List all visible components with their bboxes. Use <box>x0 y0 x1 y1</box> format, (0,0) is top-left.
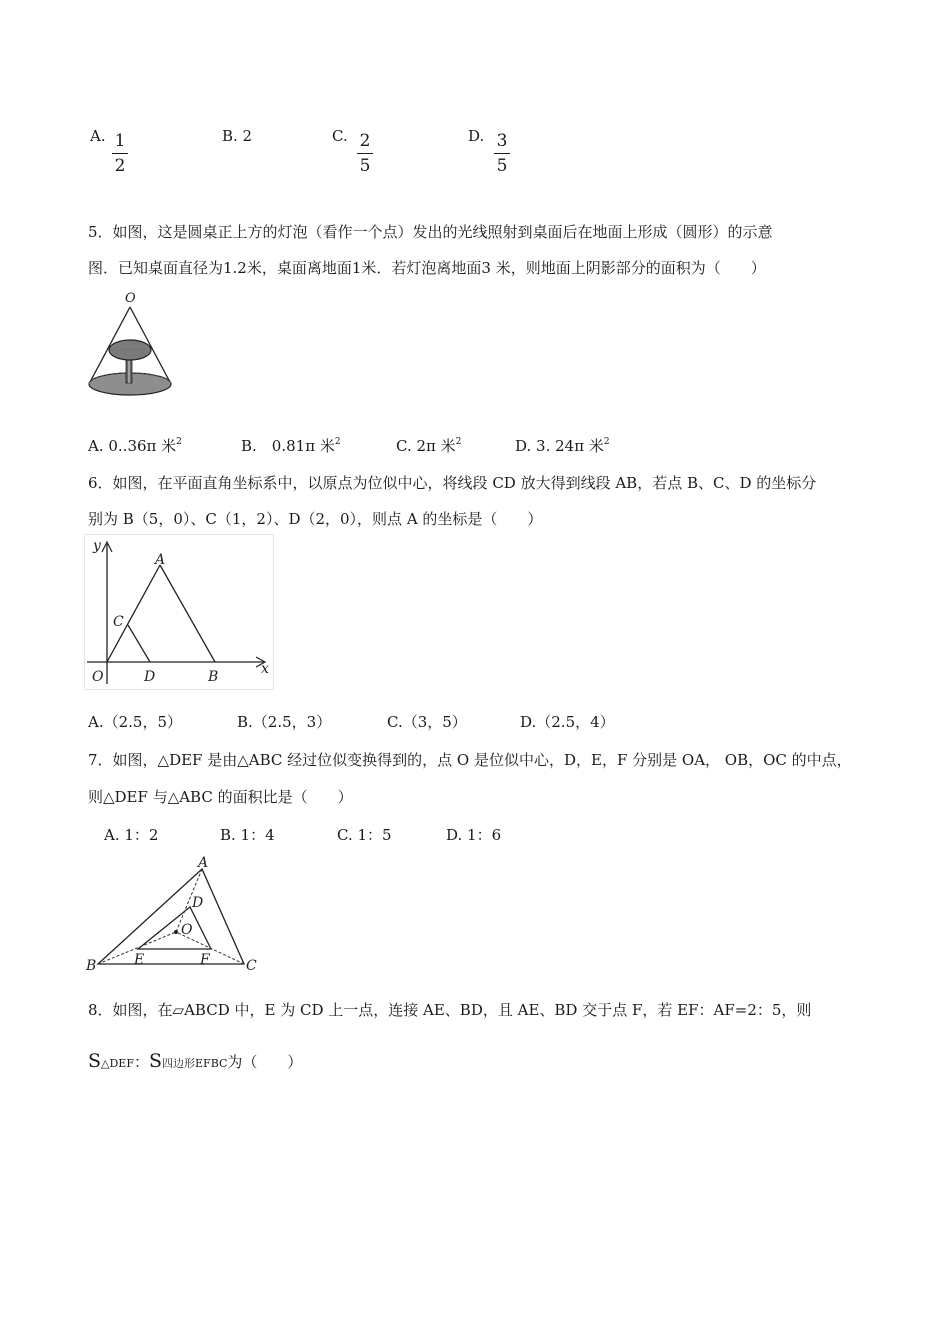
q5-option-c: C. 2π 米$^2$ <box>396 437 462 455</box>
q5-text-line2: 图．已知桌面直径为1.2米，桌面离地面1米．若灯泡离地面3 米，则地面上阴影部分的面积为（ ） <box>88 259 766 277</box>
q6-label-a: A <box>155 552 166 568</box>
q5-option-a: A. 0..36π 米$^2$ <box>88 437 182 455</box>
q7-text-line1: 7．如图，△DEF 是由△ABC 经过位似变换得到的，点 O 是位似中心，D，E，F 分别是 OA， OB，OC 的中点， <box>88 751 852 769</box>
q7-similar-triangles-figure <box>84 852 264 976</box>
q6-coordinate-figure <box>84 534 274 690</box>
q7-option-c: C. 1：5 <box>337 826 392 844</box>
q4-option-c-fraction: 2 5 <box>357 131 373 176</box>
q7-option-a: A. 1：2 <box>104 826 159 844</box>
q5-option-b: B. 0.81π 米$^2$ <box>241 437 341 455</box>
q6-option-d: D.（2.5，4） <box>520 713 615 731</box>
q5-table-lamp-figure <box>84 288 174 403</box>
q6-text-line1: 6．如图，在平面直角坐标系中，以原点为位似中心，将线段 CD 放大得到线段 AB，若点 B、C、D 的坐标分 <box>88 474 817 492</box>
q7-label-e: E <box>134 952 145 968</box>
q4-option-a-label: A. <box>90 127 106 145</box>
q7-label-f: F <box>200 952 210 968</box>
q6-label-x: x <box>261 661 269 677</box>
q8-text-line1: 8．如图，在▱ABCD 中，E 为 CD 上一点，连接 AE、BD，且 AE、BD 交于点 F，若 EF：AF=2：5，则 <box>88 1001 812 1019</box>
q8-area-ratio-expression: S△DEF：S四边形EFBC为（ ） <box>88 1050 303 1072</box>
q6-label-d: D <box>144 669 156 685</box>
q5-text-line1: 5．如图，这是圆桌正上方的灯泡（看作一个点）发出的光线照射到桌面后在地面上形成（圆形）的示意 <box>88 223 773 241</box>
q7-option-b: B. 1：4 <box>220 826 275 844</box>
q6-label-b: B <box>208 669 219 685</box>
q4-option-b: B. 2 <box>222 127 253 145</box>
q7-option-d: D. 1：6 <box>446 826 502 844</box>
q6-option-c: C.（3，5） <box>387 713 467 731</box>
q6-option-a: A.（2.5，5） <box>88 713 182 731</box>
q4-option-a-fraction: 1 2 <box>112 131 128 176</box>
q6-label-y: y <box>93 538 101 554</box>
q6-label-o: O <box>92 669 104 685</box>
q5-label-o: O <box>125 291 136 306</box>
q7-text-line2: 则△DEF 与△ABC 的面积比是（ ） <box>88 788 353 806</box>
q7-label-d: D <box>192 895 204 911</box>
q7-label-a: A <box>198 855 209 871</box>
q5-option-d: D. 3. 24π 米$^2$ <box>515 437 610 455</box>
q6-label-c: C <box>113 614 124 630</box>
q6-option-b: B.（2.5，3） <box>237 713 332 731</box>
q4-option-d-fraction: 3 5 <box>494 131 510 176</box>
q7-label-o: O <box>181 922 193 938</box>
q7-label-b: B <box>86 958 97 974</box>
q4-option-d-label: D. <box>468 127 485 145</box>
q7-label-c: C <box>246 958 257 974</box>
q4-option-c-label: C. <box>332 127 348 145</box>
q6-text-line2: 别为 B（5，0）、C（1，2）、D（2，0），则点 A 的坐标是（ ） <box>88 510 543 528</box>
